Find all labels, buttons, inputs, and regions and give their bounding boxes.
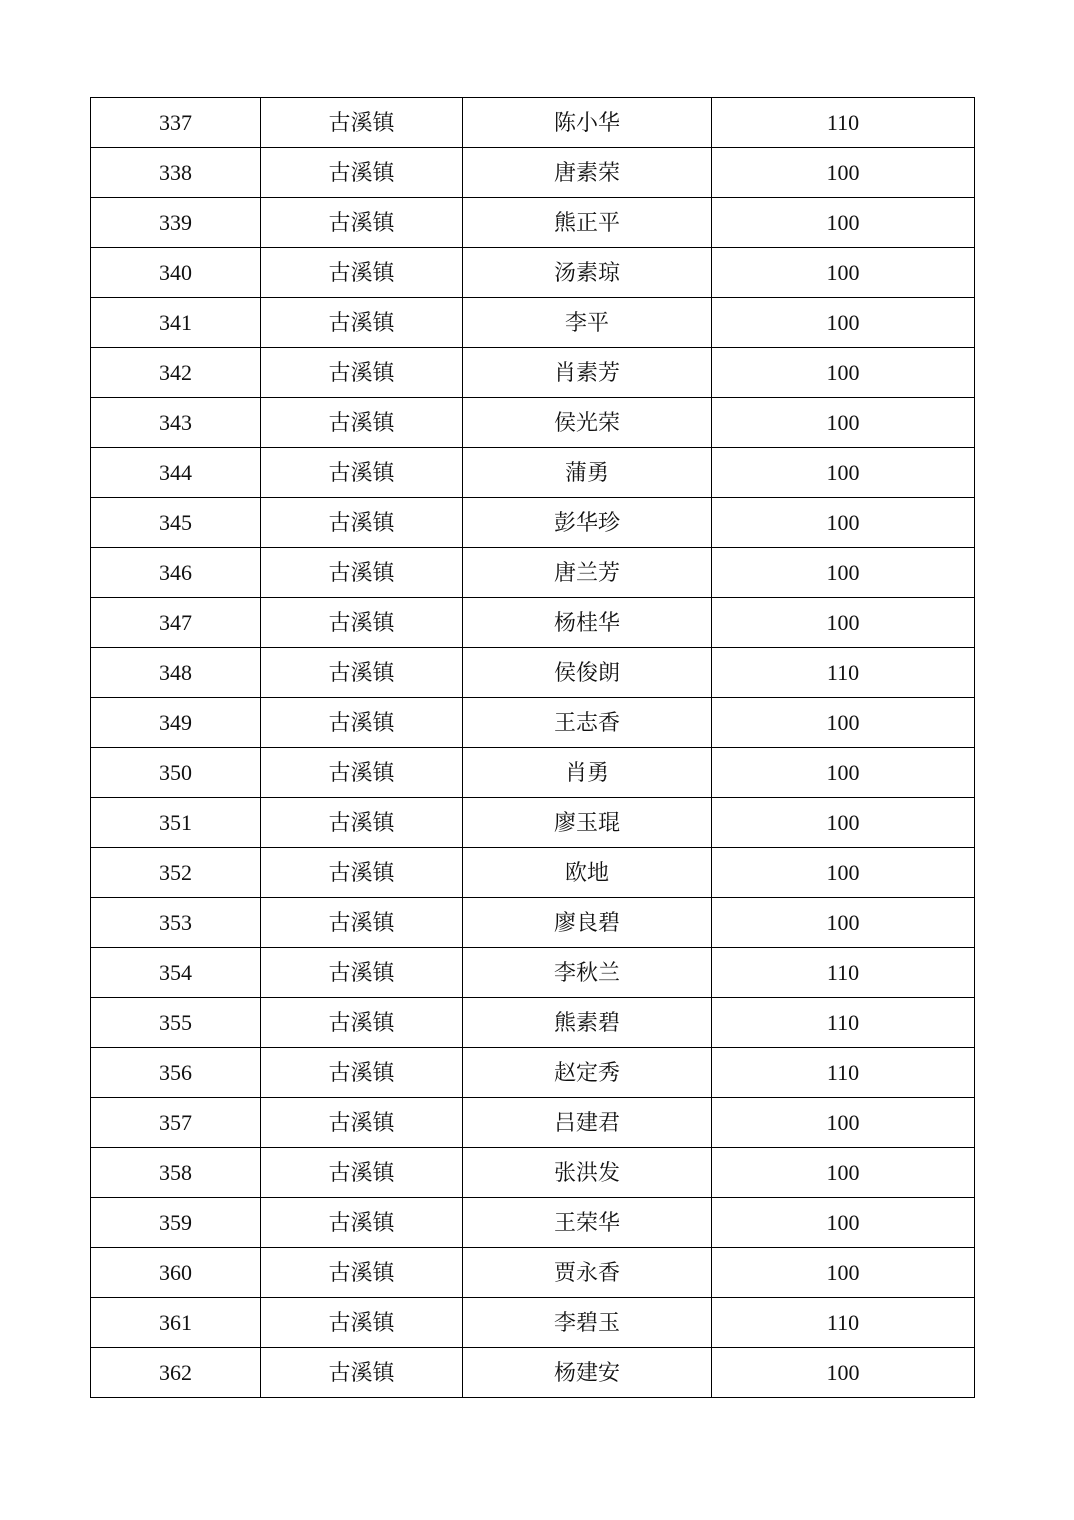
table-row: [91, 1048, 975, 1098]
town-cell: 古溪镇: [261, 1098, 463, 1148]
serial-number-cell: 348: [91, 648, 261, 698]
serial-number-cell: 350: [91, 748, 261, 798]
name-cell: 欧地: [463, 848, 712, 898]
roster-table: [90, 97, 975, 1398]
amount-cell: 110: [712, 948, 975, 998]
amount-cell: 100: [712, 798, 975, 848]
name-cell: 杨建安: [463, 1348, 712, 1398]
serial-number-cell: 339: [91, 198, 261, 248]
name-cell: 肖素芳: [463, 348, 712, 398]
town-cell: 古溪镇: [261, 298, 463, 348]
table-row: [91, 898, 975, 948]
town-cell: 古溪镇: [261, 548, 463, 598]
name-cell: 唐兰芳: [463, 548, 712, 598]
serial-number-cell: 353: [91, 898, 261, 948]
name-cell: 李秋兰: [463, 948, 712, 998]
town-cell: 古溪镇: [261, 998, 463, 1048]
name-cell: 张洪发: [463, 1148, 712, 1198]
serial-number-cell: 358: [91, 1148, 261, 1198]
town-cell: 古溪镇: [261, 698, 463, 748]
serial-number-cell: 343: [91, 398, 261, 448]
name-cell: 汤素琼: [463, 248, 712, 298]
amount-cell: 100: [712, 1098, 975, 1148]
name-cell: 彭华珍: [463, 498, 712, 548]
table-row: [91, 998, 975, 1048]
table-row: [91, 298, 975, 348]
name-cell: 王荣华: [463, 1198, 712, 1248]
town-cell: 古溪镇: [261, 948, 463, 998]
table-row: [91, 1248, 975, 1298]
amount-cell: 100: [712, 898, 975, 948]
table-row: [91, 848, 975, 898]
serial-number-cell: 342: [91, 348, 261, 398]
name-cell: 廖玉琨: [463, 798, 712, 848]
serial-number-cell: 346: [91, 548, 261, 598]
name-cell: 侯俊朗: [463, 648, 712, 698]
serial-number-cell: 354: [91, 948, 261, 998]
name-cell: 王志香: [463, 698, 712, 748]
amount-cell: 100: [712, 698, 975, 748]
amount-cell: 100: [712, 1248, 975, 1298]
town-cell: 古溪镇: [261, 98, 463, 148]
town-cell: 古溪镇: [261, 1348, 463, 1398]
amount-cell: 100: [712, 748, 975, 798]
name-cell: 吕建君: [463, 1098, 712, 1148]
town-cell: 古溪镇: [261, 1298, 463, 1348]
amount-cell: 100: [712, 1148, 975, 1198]
name-cell: 熊正平: [463, 198, 712, 248]
name-cell: 李平: [463, 298, 712, 348]
town-cell: 古溪镇: [261, 848, 463, 898]
amount-cell: 100: [712, 848, 975, 898]
table-row: [91, 1148, 975, 1198]
serial-number-cell: 345: [91, 498, 261, 548]
amount-cell: 100: [712, 548, 975, 598]
table-row: [91, 948, 975, 998]
serial-number-cell: 360: [91, 1248, 261, 1298]
town-cell: 古溪镇: [261, 1248, 463, 1298]
amount-cell: 110: [712, 1048, 975, 1098]
serial-number-cell: 349: [91, 698, 261, 748]
table-row: [91, 1298, 975, 1348]
amount-cell: 110: [712, 998, 975, 1048]
serial-number-cell: 340: [91, 248, 261, 298]
serial-number-cell: 344: [91, 448, 261, 498]
name-cell: 陈小华: [463, 98, 712, 148]
table-row: [91, 198, 975, 248]
table-row: [91, 798, 975, 848]
town-cell: 古溪镇: [261, 898, 463, 948]
serial-number-cell: 351: [91, 798, 261, 848]
table-row: [91, 498, 975, 548]
serial-number-cell: 355: [91, 998, 261, 1048]
town-cell: 古溪镇: [261, 798, 463, 848]
serial-number-cell: 361: [91, 1298, 261, 1348]
name-cell: 赵定秀: [463, 1048, 712, 1098]
name-cell: 侯光荣: [463, 398, 712, 448]
table-row: [91, 1198, 975, 1248]
town-cell: 古溪镇: [261, 598, 463, 648]
town-cell: 古溪镇: [261, 448, 463, 498]
name-cell: 唐素荣: [463, 148, 712, 198]
serial-number-cell: 362: [91, 1348, 261, 1398]
amount-cell: 100: [712, 598, 975, 648]
amount-cell: 100: [712, 398, 975, 448]
town-cell: 古溪镇: [261, 398, 463, 448]
roster-table-body: [91, 98, 975, 1398]
amount-cell: 100: [712, 148, 975, 198]
amount-cell: 110: [712, 98, 975, 148]
amount-cell: 100: [712, 248, 975, 298]
amount-cell: 110: [712, 648, 975, 698]
table-row: [91, 698, 975, 748]
amount-cell: 100: [712, 448, 975, 498]
table-row: [91, 398, 975, 448]
name-cell: 熊素碧: [463, 998, 712, 1048]
amount-cell: 100: [712, 1198, 975, 1248]
serial-number-cell: 352: [91, 848, 261, 898]
table-row: [91, 548, 975, 598]
table-row: [91, 348, 975, 398]
serial-number-cell: 356: [91, 1048, 261, 1098]
town-cell: 古溪镇: [261, 248, 463, 298]
name-cell: 蒲勇: [463, 448, 712, 498]
town-cell: 古溪镇: [261, 348, 463, 398]
serial-number-cell: 357: [91, 1098, 261, 1148]
serial-number-cell: 338: [91, 148, 261, 198]
table-row: [91, 148, 975, 198]
table-row: [91, 98, 975, 148]
table-row: [91, 248, 975, 298]
amount-cell: 100: [712, 198, 975, 248]
table-row: [91, 448, 975, 498]
name-cell: 廖良碧: [463, 898, 712, 948]
table-row: [91, 1348, 975, 1398]
table-row: [91, 748, 975, 798]
amount-cell: 100: [712, 1348, 975, 1398]
amount-cell: 100: [712, 298, 975, 348]
town-cell: 古溪镇: [261, 1148, 463, 1198]
town-cell: 古溪镇: [261, 198, 463, 248]
table-row: [91, 648, 975, 698]
name-cell: 李碧玉: [463, 1298, 712, 1348]
town-cell: 古溪镇: [261, 748, 463, 798]
town-cell: 古溪镇: [261, 1048, 463, 1098]
table-row: [91, 598, 975, 648]
name-cell: 贾永香: [463, 1248, 712, 1298]
name-cell: 杨桂华: [463, 598, 712, 648]
serial-number-cell: 337: [91, 98, 261, 148]
serial-number-cell: 347: [91, 598, 261, 648]
town-cell: 古溪镇: [261, 498, 463, 548]
name-cell: 肖勇: [463, 748, 712, 798]
town-cell: 古溪镇: [261, 148, 463, 198]
serial-number-cell: 341: [91, 298, 261, 348]
table-row: [91, 1098, 975, 1148]
amount-cell: 100: [712, 498, 975, 548]
town-cell: 古溪镇: [261, 1198, 463, 1248]
amount-cell: 110: [712, 1298, 975, 1348]
serial-number-cell: 359: [91, 1198, 261, 1248]
town-cell: 古溪镇: [261, 648, 463, 698]
amount-cell: 100: [712, 348, 975, 398]
